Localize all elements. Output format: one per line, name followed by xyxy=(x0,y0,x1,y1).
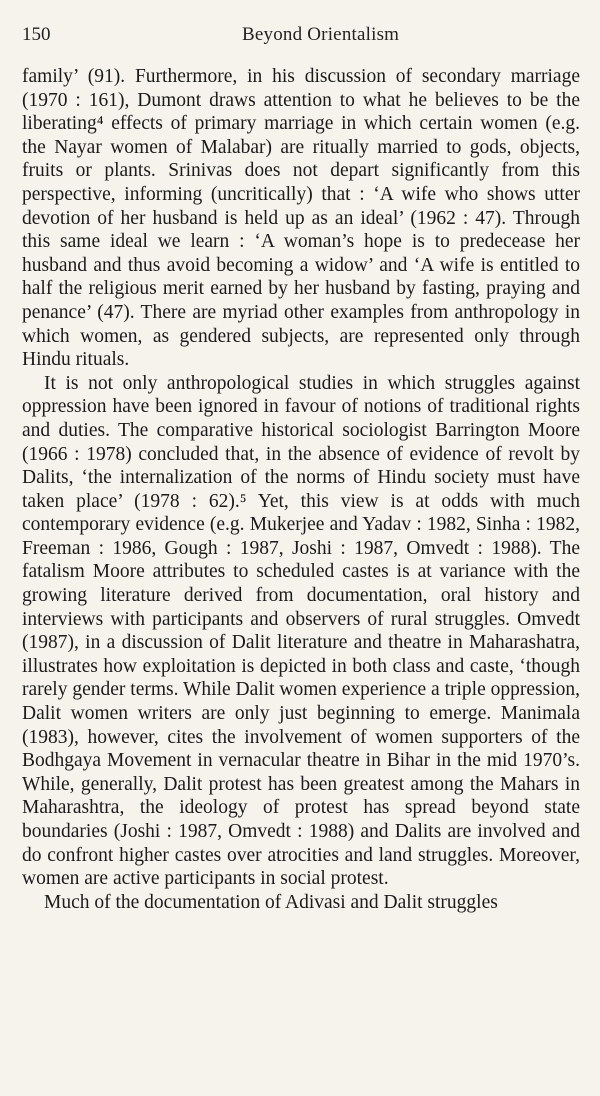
body-text xyxy=(22,65,580,914)
paragraph-2-text: It is not only anthropological studies in which struggles against oppression have been ignored in favour of notions of traditional rights and duties. The comparative historical sociologist Barrington Moore (1966 : 1978) concluded that, in the absence of evidence of revolt by Dalits, ‘the internalization of the norms of Hindu society must have taken place’ (1978 : 62).⁵ Yet, this view is at odds with much contemporary evidence (e.g. Mukerjee and Yadav : 1982, Sinha : 1982, Freeman : 1986, Gough : 1987, Joshi : 1987, Omvedt : 1988). The fatalism Moore attributes to scheduled castes is at variance with the growing literature derived from documentation, oral history and interviews with participants and observers of rural struggles. Omvedt (1987), in a discussion of Dalit literature and theatre in Maharashatra, illustrates how exploitation is depicted in both class and caste, ‘though rarely gender terms. While Dalit women experience a triple oppression, Dalit women writers are only just beginning to emerge. Manimala (1983), however, cites the involvement of women supporters of the Bodhgaya Movement in vernacular theatre in Bihar in the mid 1970’s. While, generally, Dalit protest has been greatest among the Mahars in Maharashtra, the ideology of protest has spread beyond state boundaries (Joshi : 1987, Omvedt : 1988) and Dalits are involved and do confront higher castes over atrocities and land struggles. Moreover, women are active participants in social protest. xyxy=(22,372,580,890)
page-header xyxy=(22,24,580,50)
paragraph-3-text: Much of the documentation of Adivasi and Dalit struggles xyxy=(44,891,498,913)
paragraph-2 xyxy=(22,372,580,891)
paragraph-1-text: family’ (91). Furthermore, in his discussion of secondary marriage (1970 : 161), Dumont draws attention to what he believes to be the liberating⁴ effects of primary marriage in which certain women (e.g. the Nayar women of Malabar) are ritually married to gods, objects, fruits or plants. Srinivas does not depart significantly from this perspective, informing (uncritically) that : ‘A wife who shows utter devotion of her husband is held up as an ideal’ (1962 : 47). Through this same ideal we learn : ‘A woman’s hope is to predecease her husband and thus avoid becoming a widow’ and ‘A wife is entitled to half the religious merit earned by her husband by fasting, praying and penance’ (47). There are myriad other examples from anthropology in which women, as gendered subjects, are represented only through Hindu rituals. xyxy=(22,66,580,371)
paragraph-3 xyxy=(22,891,580,915)
page-number: 150 xyxy=(22,24,51,45)
running-head: Beyond Orientalism xyxy=(242,24,400,45)
paragraph-1 xyxy=(22,65,580,372)
